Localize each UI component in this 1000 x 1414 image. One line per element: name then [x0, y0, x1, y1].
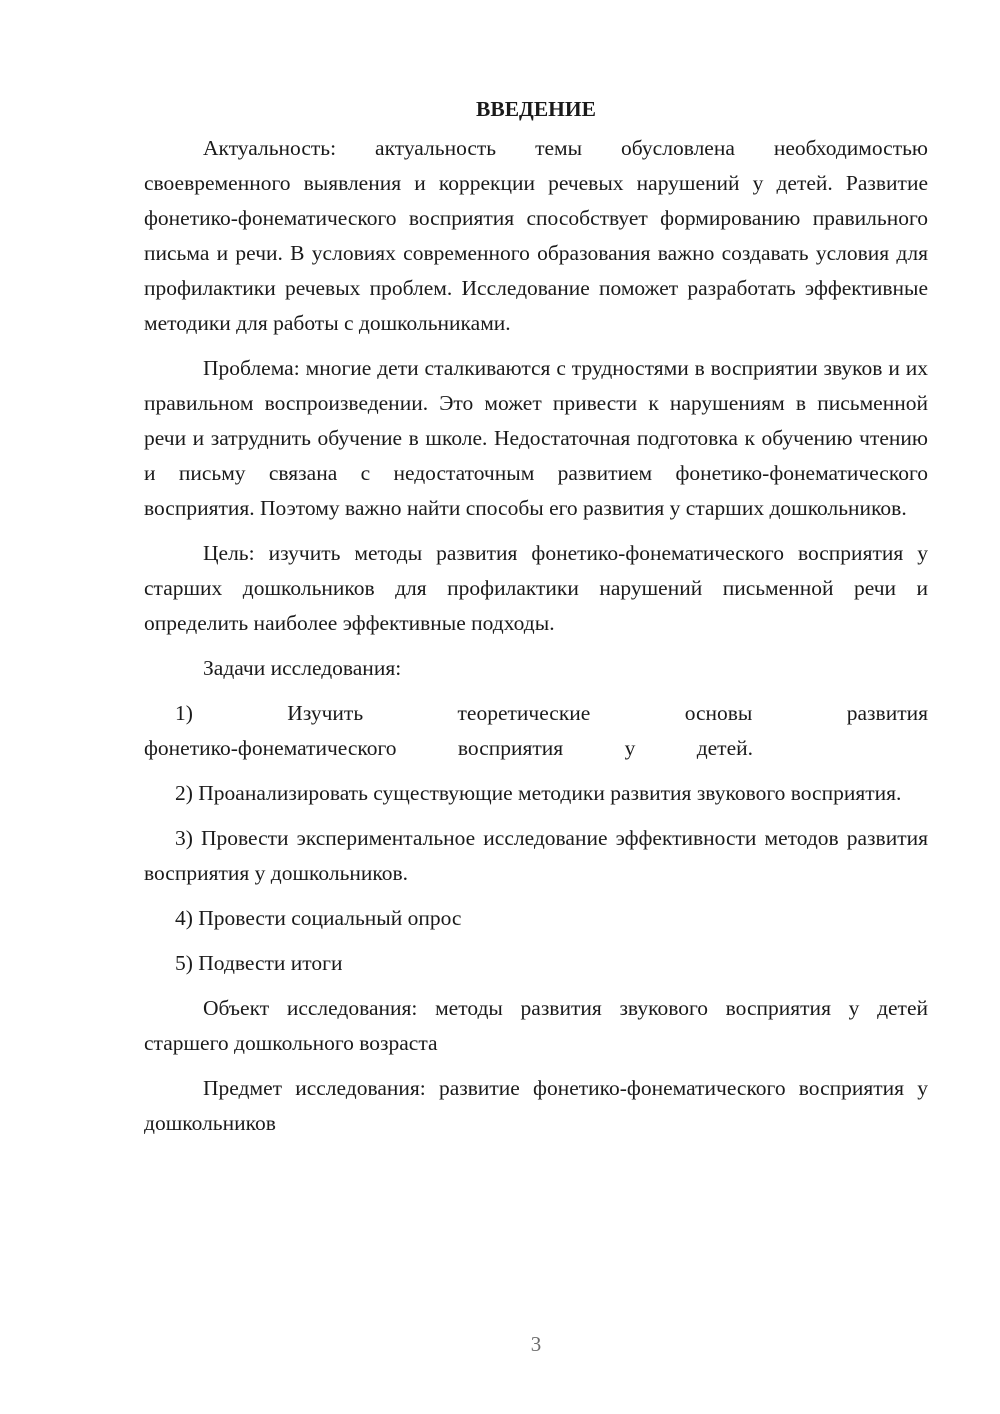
task-item-4: 4) Провести социальный опрос: [175, 906, 462, 930]
goal-paragraph: Цель: изучить методы развития фонетико-фонематического восприятия у старших дошкольников для профилактики нарушений письменной речи и определить наиболее эффективные подходы.: [144, 541, 928, 635]
task-item-2: 2) Проанализировать существующие методики развития звукового восприятия.: [175, 781, 902, 805]
subject-paragraph: Предмет исследования: развитие фонетико-фонематического восприятия у дошкольников: [144, 1076, 928, 1135]
task-item-3: 3) Провести экспериментальное исследование эффективности методов развития восприятия у дошкольников.: [144, 826, 928, 885]
task-item-5: 5) Подвести итоги: [175, 951, 343, 975]
relevance-paragraph: Актуальность: актуальность темы обусловлена необходимостью своевременного выявления и коррекции речевых нарушений у детей. Развитие фонетико-фонематического восприятия способствует формированию правильного письма и речи. В условиях современного образования важно создавать условия для профилактики речевых проблем. Исследование поможет разработать эффективные методики для работы с дошкольниками.: [144, 136, 928, 335]
tasks-heading: Задачи исследования:: [203, 656, 402, 680]
page-title: ВВЕДЕНИЕ: [476, 97, 596, 121]
page-number: 3: [530, 1332, 542, 1356]
object-paragraph: Объект исследования: методы развития звукового восприятия у детей старшего дошкольного возраста: [144, 996, 928, 1055]
problem-paragraph: Проблема: многие дети сталкиваются с трудностями в восприятии звуков и их правильном воспроизведении. Это может привести к нарушениям в письменной речи и затруднить обучение в школе. Недостаточная подготовка к обучению чтению и письму связана с недостаточным развитием фонетико-фонематического восприятия. Поэтому важно найти способы его развития у старших дошкольников.: [144, 356, 928, 520]
document-page: [144, 92, 928, 1151]
task-item-1: 1) Изучить теоретические основы развития фонетико-фонематического восприятия у детей.: [144, 701, 928, 760]
